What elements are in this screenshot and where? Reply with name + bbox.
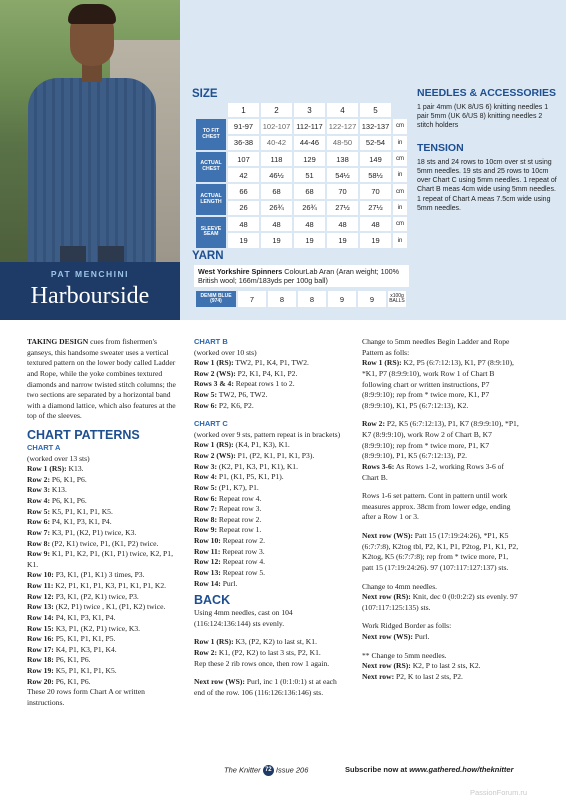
size-number: 4 (327, 103, 358, 117)
size-row (196, 103, 407, 117)
yarn-qty: 7 (238, 291, 266, 307)
back-rows (194, 637, 344, 658)
chart-b-heading: CHART B (194, 337, 228, 346)
size-row (196, 233, 407, 247)
instruction-row: Row 13: (K2, P1) twice , K1, (P1, K2) twice. (27, 602, 166, 612)
size-value: 66 (228, 184, 259, 198)
instruction-row: Row 9: Repeat row 1. (194, 525, 262, 535)
size-unit: cm (393, 152, 407, 166)
size-value: 19 (228, 233, 259, 247)
size-number: 5 (360, 103, 391, 117)
chart-c-heading: CHART C (194, 419, 228, 429)
size-row-label: ACTUAL LENGTH (196, 184, 226, 215)
size-value: 48 (261, 217, 292, 231)
watermark: PassionForum.ru (470, 788, 528, 797)
size-value: 68 (294, 184, 325, 198)
size-value: 44-46 (294, 136, 325, 150)
col3-purl-row: Next row (WS): Purl. (362, 632, 430, 641)
col3-rows-3-6: Rows 3-6: As Rows 1-2, working Rows 3-6 of Chart B. (362, 461, 504, 482)
instruction-row: Row 1 (RS): (K4, P1, K3), K1. (194, 440, 290, 450)
size-value: 19 (261, 233, 292, 247)
instruction-row: Rows 3 & 4: Repeat rows 1 to 2. (194, 379, 295, 389)
size-value: 52-54 (360, 136, 391, 150)
col3-ridged-border: Work Ridged Border as folls: (362, 621, 452, 631)
size-unit: cm (393, 217, 407, 231)
size-value: 48 (327, 217, 358, 231)
size-value: 51 (294, 168, 325, 182)
instruction-row: Row 10: Repeat row 2. (194, 536, 266, 545)
size-value: 91-97 (228, 119, 259, 133)
instruction-row: Row 13: Repeat row 5. (194, 567, 266, 577)
pattern-title: Harbourside (30, 283, 150, 309)
size-value: 19 (360, 233, 391, 247)
col3-row-2: Row 2: P2, K5 (6:7:12:13), P1, K7 (8:9:9:10), *P1, K7 (8:9:9:10), work Row 2 of Chart B, K7 (8:9:9:10); rep from * twice more, P1, K7 (8:9:9:10), P1, K5 (6:7:12:13), P2. (362, 419, 519, 461)
size-value: 118 (261, 152, 292, 166)
col3-last-row: Next row: P2, K to last 2 sts, P2. (362, 671, 463, 681)
size-value: 19 (294, 233, 325, 247)
instruction-row: Row 8: Repeat row 2. (194, 514, 262, 524)
col3-change-needles: Change to 5mm needles Begin Ladder and Rope Pattern as folls: (362, 337, 510, 357)
chart-patterns-heading: CHART PATTERNS (27, 428, 140, 442)
instruction-row: Row 8: (P2, K1) twice, P1, (K1, P2) twice. (27, 538, 159, 548)
size-value: 48 (294, 217, 325, 231)
back-rib-repeat: Rep these 2 rib rows once, then row 1 again. (194, 658, 330, 668)
instruction-row: Row 10: P3, K1, (P1, K1) 3 times, P3. (27, 570, 145, 580)
size-unit: cm (393, 184, 407, 198)
size-value: 26¾ (261, 201, 292, 215)
instruction-row: Row 17: K4, P1, K3, P1, K4. (27, 644, 117, 654)
size-panel (180, 0, 412, 320)
tension-text: 18 sts and 24 rows to 10cm over st st using 5mm needles. 19 sts and 25 rows to 10cm over Chart C using 5mm needles. 1 repeat of Chart B meas 4cm wide using 5mm needles. 1 repeat of Chart A meas 7.5cm wide using 5mm needles. (417, 158, 557, 212)
instruction-row: Row 20: P6, K1, P6. (27, 676, 91, 686)
chart-c-intro: (worked over 9 sts, pattern repeat is in brackets) (194, 429, 341, 439)
yarn-table (194, 289, 408, 309)
instruction-row: Row 19: K5, P1, K1, P1, K5. (27, 666, 117, 675)
instruction-row: Row 7: K3, P1, (K2, P1) twice, K3. (27, 527, 137, 537)
instruction-row: Row 3: (K2, P1, K3, P1, K1), K1. (194, 461, 299, 471)
instruction-row: Row 1 (RS): K13. (27, 464, 84, 474)
size-value: 70 (327, 184, 358, 198)
tension-heading: TENSION (417, 141, 464, 154)
instruction-row: Row 1 (RS): TW2, P1, K4, P1, TW2. (194, 358, 309, 368)
size-value: 27½ (360, 201, 391, 215)
page-number-badge: 72 (263, 765, 274, 776)
size-row (196, 136, 407, 150)
size-value: 149 (360, 152, 391, 166)
chart-b-intro: (worked over 10 sts) (194, 347, 257, 357)
size-row (196, 152, 407, 166)
yarn-qty: 8 (298, 291, 326, 307)
size-value: 19 (327, 233, 358, 247)
instruction-row: Row 16: P5, K1, P1, K1, P5. (27, 634, 116, 644)
yarn-heading: YARN (192, 250, 224, 262)
needles-heading: NEEDLES & ACCESSORIES (417, 87, 557, 99)
size-value: 40-42 (261, 136, 292, 150)
size-number: 1 (228, 103, 259, 117)
size-unit: cm (393, 119, 407, 133)
instruction-row: Row 2: K1, (P2, K2) to last 3 sts, P2, K1. (194, 648, 321, 657)
size-number: 3 (294, 103, 325, 117)
size-heading: SIZE (192, 88, 218, 100)
instruction-row: Row 18: P6, K1, P6. (27, 655, 91, 665)
yarn-qty: 8 (268, 291, 296, 307)
title-banner (0, 262, 180, 320)
needles-tension-panel (412, 0, 566, 320)
size-number: 2 (261, 103, 292, 117)
size-row (196, 217, 407, 231)
size-value: 58½ (360, 168, 391, 182)
size-unit: in (393, 233, 407, 247)
instruction-row: Row 2: P6, K1, P6. (27, 474, 87, 484)
instruction-row: Row 12: Repeat row 4. (194, 557, 266, 567)
size-row (196, 201, 407, 215)
instruction-row: Row 1 (RS): K3, (P2, K2) to last st, K1. (194, 637, 317, 647)
size-unit (393, 103, 407, 117)
instruction-row: Row 6: P4, K1, P3, K1, P4. (27, 517, 112, 527)
instruction-row: Row 5: (P1, K7), P1. (194, 482, 259, 492)
instruction-row: Row 2 (WS): P1, (P2, K1, P1, K1, P3). (194, 451, 315, 460)
size-row (196, 168, 407, 182)
footer-magazine: The Knitter 72 Issue 206 (224, 765, 309, 775)
instruction-row: Row 3: K13. (27, 485, 67, 495)
size-row-label: SLEEVE SEAM (196, 217, 226, 248)
size-value: 48-50 (327, 136, 358, 150)
chart-c-rows (194, 440, 344, 589)
hero-photo (0, 0, 180, 262)
yarn-description: West Yorkshire Spinners ColourLab Aran (Aran weight; 100% British wool; 166m/183yds per 100g ball) (194, 265, 409, 287)
size-value: 48 (360, 217, 391, 231)
size-value: 26 (228, 201, 259, 215)
size-value: 102-107 (261, 119, 292, 133)
instruction-row: Row 14: P4, K1, P3, K1, P4. (27, 612, 116, 622)
column-3 (362, 337, 520, 683)
yarn-qty: 9 (358, 291, 386, 307)
yarn-shade-label: DENIM BLUE (974) (196, 291, 236, 307)
size-unit: in (393, 201, 407, 215)
size-value: 26¾ (294, 201, 325, 215)
size-table (194, 101, 409, 250)
instruction-row: Row 14: Purl. (194, 578, 238, 588)
column-2 (194, 337, 344, 699)
chart-a-heading: CHART A (27, 443, 61, 452)
size-unit: in (393, 136, 407, 150)
size-value: 132-137 (360, 119, 391, 133)
instruction-row: Row 2 (WS): P2, K1, P4, K1, P2. (194, 368, 298, 378)
size-row-label: ACTUAL CHEST (196, 152, 226, 183)
size-value: 54½ (327, 168, 358, 182)
size-value: 122-127 (327, 119, 358, 133)
size-row (196, 184, 407, 198)
designer-name: PAT MENCHINI (50, 269, 130, 279)
instruction-row: Row 9: K1, P1, K2, P1, (K1, P1) twice, K2, P1, K1. (27, 549, 173, 569)
chart-b-rows (194, 358, 344, 411)
col3-next-row-ws: Next row (WS): Patt 15 (17:19:24:26), *P1, K5 (6:7:7:8), K2tog tbl, P2, K1, P1, P2tog, P1, K1, P2, K2tog, K5 (6:7:7:8); rep from * twice more, P1, patt 15 (17:19:24:26). 97 (107:117:127:137) sts. (362, 531, 519, 572)
column-1 (27, 337, 177, 709)
col3-rs-row: Next row (RS): K2, P to last 2 sts, K2. (362, 661, 481, 671)
size-value: 70 (360, 184, 391, 198)
size-value: 42 (228, 168, 259, 182)
back-heading: BACK (194, 593, 231, 608)
chart-a-outro: These 20 rows form Chart A or written instructions. (27, 687, 145, 707)
col3-set-pattern: Rows 1-6 set pattern. Cont in pattern until work measures approx. 38cm from lower edge, ending after a Row 1 or 3. (362, 491, 511, 522)
yarn-unit: x100g BALLS (388, 291, 406, 307)
subscribe-link[interactable]: www.gathered.how/theknitter (409, 765, 514, 774)
instruction-row: Row 11: Repeat row 3. (194, 546, 265, 556)
instruction-row: Row 4: P1, (K1, P5, K1, P1). (194, 472, 284, 482)
instruction-row: Row 4: P6, K1, P6. (27, 496, 87, 505)
col3-change-4mm: Change to 4mm needles. (362, 581, 438, 591)
col3-row-1: Row 1 (RS): K2, P5 (6:7:12:13), K1, P7 (8:9:10), *K1, P7 (8:9:9:10), work Row 1 of Chart B following chart or written instructions, P7 (8:9:9:10); rep from * twice more, K1, P7 (8:9:9:10), K1, P5 (6:7:12:13), K2. (362, 358, 514, 410)
size-value: 27½ (327, 201, 358, 215)
chart-a-intro: (worked over 13 sts) (27, 453, 90, 463)
size-value: 107 (228, 152, 259, 166)
back-next-row: Next row (WS): Purl, inc 1 (0:1:0:1) st at each end of the row. 106 (116:126:136:146) sts. (194, 677, 337, 697)
size-value: 129 (294, 152, 325, 166)
instruction-row: Row 12: P3, K1, (P2, K1) twice, P3. (27, 591, 139, 601)
size-value: 138 (327, 152, 358, 166)
footer-subscribe: Subscribe now at www.gathered.how/theknitter (345, 765, 514, 774)
yarn-qty: 9 (328, 291, 356, 307)
size-corner (196, 103, 226, 117)
instruction-row: Row 6: P2, K6, P2. (194, 400, 254, 410)
intro-paragraph: TAKING DESIGN cues from fishermen's ganseys, this handsome sweater uses a vertical textured pattern on the lower body called Ladder and Rope, while the yoke combines textured diamonds and narrow twisted stitch columns; the two sections are separated by a horizontal band with a diamond lattice, which also features at the top of the sleeves. (27, 337, 176, 421)
size-value: 46½ (261, 168, 292, 182)
instruction-row: Row 11: K2, P1, K1, P1, K3, P1, K1, P1, K2. (27, 581, 167, 590)
size-row-label: TO FIT CHEST (196, 119, 226, 150)
instruction-row: Row 15: K3, P1, (K2, P1) twice, K3. (27, 623, 141, 633)
back-cast-on: Using 4mm needles, cast on 104 (116:124:136:144) sts evenly. (194, 608, 293, 628)
size-value: 36-38 (228, 136, 259, 150)
instruction-row: Row 7: Repeat row 3. (194, 504, 262, 514)
size-unit: in (393, 168, 407, 182)
instruction-row: Row 5: K5, P1, K1, P1, K5. (27, 506, 113, 516)
needles-text: 1 pair 4mm (UK 8/US 6) knitting needles 1 pair 5mm (UK 6/US 8) knitting needles 2 stitch holders (417, 104, 549, 130)
instruction-row: Row 5: TW2, P6, TW2. (194, 390, 268, 399)
size-value: 48 (228, 217, 259, 231)
size-value: 112-117 (294, 119, 325, 133)
col3-change-5mm: ** Change to 5mm needles. (362, 650, 447, 660)
size-row (196, 119, 407, 133)
instruction-row: Row 6: Repeat row 4. (194, 493, 262, 503)
chart-a-rows (27, 464, 177, 687)
col3-next-row-rs: Next row (RS): Knit, dec 0 (0:0:2:2) sts evenly. 97 (107:117:125:135) sts. (362, 592, 518, 612)
size-value: 68 (261, 184, 292, 198)
